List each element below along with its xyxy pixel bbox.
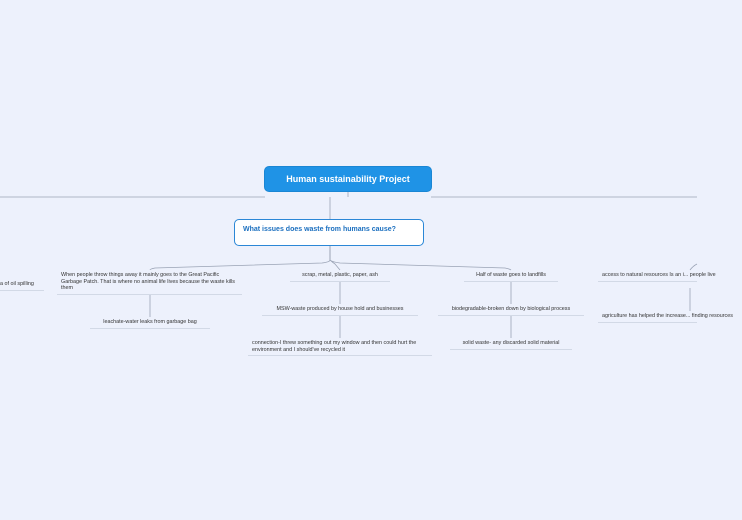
topic-connection[interactable] (248, 340, 432, 356)
topic-landfills-label: Half of waste goes to landfills (476, 272, 546, 278)
topic-leachate[interactable] (90, 319, 210, 329)
root-topic-label: Human sustainability Project (286, 174, 410, 184)
topic-solid-waste[interactable] (450, 340, 572, 350)
topic-connection-label: connection-I threw something out my window and then could hurt the environment and I should've recycled it (252, 340, 417, 353)
topic-agriculture[interactable] (598, 313, 733, 323)
topic-oil-spilling[interactable] (0, 281, 44, 291)
topic-natural-resources[interactable] (598, 272, 716, 282)
topic-msw[interactable] (262, 306, 418, 316)
topic-garbage-patch[interactable] (57, 272, 242, 295)
main-topic-label: What issues does waste from humans cause? (243, 226, 396, 233)
topic-garbage-patch-label: When people throw things away it mainly goes to the Great Pacific Garbage Patch. That is where no animal life lives because the waste kills them (61, 272, 235, 292)
topic-biodegradable-label: biodegradable-broken down by biological process (451, 306, 571, 312)
topic-solid-waste-label: solid waste- any discarded solid material (462, 340, 560, 346)
connector-right-top (690, 264, 697, 270)
main-topic[interactable] (234, 219, 424, 246)
connector-main-garbage (150, 246, 330, 270)
topic-leachate-label: leachate-water leaks from garbage bag (103, 319, 197, 325)
topic-natural-resources-label: access to natural resources Is an i... people live (602, 272, 716, 278)
connector-main-landfills (330, 246, 511, 270)
topic-landfills[interactable] (464, 272, 558, 282)
topic-agriculture-label: agriculture has helped the increase... finding resources (602, 313, 733, 319)
connector-main-scrap (330, 246, 340, 270)
topic-oil-spilling-label: a of oil spilling (0, 281, 34, 287)
topic-msw-label: MSW-waste produced by house hold and businesses (276, 306, 404, 312)
topic-biodegradable[interactable] (438, 306, 584, 316)
root-topic[interactable] (265, 167, 431, 191)
topic-scrap[interactable] (290, 272, 390, 282)
topic-scrap-label: scrap, metal, plastic, paper, ash (302, 272, 378, 278)
